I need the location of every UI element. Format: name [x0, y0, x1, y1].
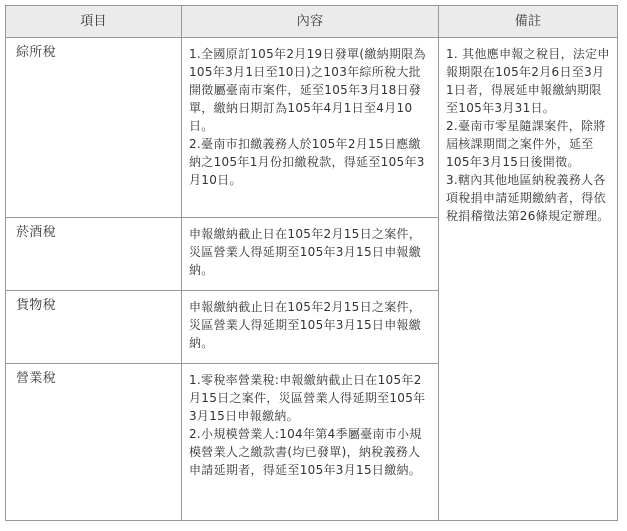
- row-item-label: 綜所稅: [6, 38, 182, 218]
- row-item-label: 菸酒稅: [6, 218, 182, 291]
- row-content: [182, 38, 439, 218]
- row-item-label: 貨物稅: [6, 291, 182, 364]
- row-content: [182, 364, 439, 521]
- content-paragraph: 申報繳納截止日在105年2月15日之案件，災區營業人得延期至105年3月15日申報繳納。: [189, 300, 422, 350]
- header-content: 內容: [182, 6, 439, 38]
- remarks-paragraph: 2.臺南市零星隨課案件，除將屆核課期間之案件外，延至105年3月15日後開徵。: [446, 119, 606, 169]
- header-row: [6, 6, 618, 38]
- row-item-label: 營業稅: [6, 364, 182, 521]
- content-paragraph: 2.臺南市扣繳義務人於105年2月15日應繳納之105年1月份扣繳稅款，得延至105年3月10日。: [189, 137, 425, 187]
- content-paragraph: 2.小規模營業人:104年第4季屬臺南市小規模營業人之繳款書(均已發單)，納稅義務人申請延期者，得延至105年3月15日繳納。: [189, 427, 422, 477]
- remarks-paragraph: 1. 其他應申報之稅目，法定申報期限在105年2月6日至3月1日者，得展延申報繳納期限至105年3月31日。: [446, 47, 610, 115]
- content-paragraph: 申報繳納截止日在105年2月15日之案件，災區營業人得延期至105年3月15日申報繳納。: [189, 227, 422, 277]
- row-content: [182, 291, 439, 364]
- remarks-paragraph: 3.轄內其他地區納稅義務人各項稅捐申請延期繳納者，得依稅捐稽徵法第26條規定辦理。: [446, 173, 610, 223]
- tax-relief-table: [5, 5, 618, 521]
- table-row: [6, 38, 618, 218]
- row-content: [182, 218, 439, 291]
- content-paragraph: 1.零稅率營業稅:申報繳納截止日在105年2月15日之案件，災區營業人得延期至105年3月15日申報繳納。: [189, 373, 426, 423]
- remarks-cell: [439, 38, 618, 521]
- content-paragraph: 1.全國原訂105年2月19日發單(繳納期限為105年3月1日至10日)之103年綜所稅大批開徵屬臺南市案件，延至105年3月18日發單，繳納日期訂為105年4月1日至4月10日。: [189, 47, 426, 133]
- header-item: 項目: [6, 6, 182, 38]
- header-remarks: 備註: [439, 6, 618, 38]
